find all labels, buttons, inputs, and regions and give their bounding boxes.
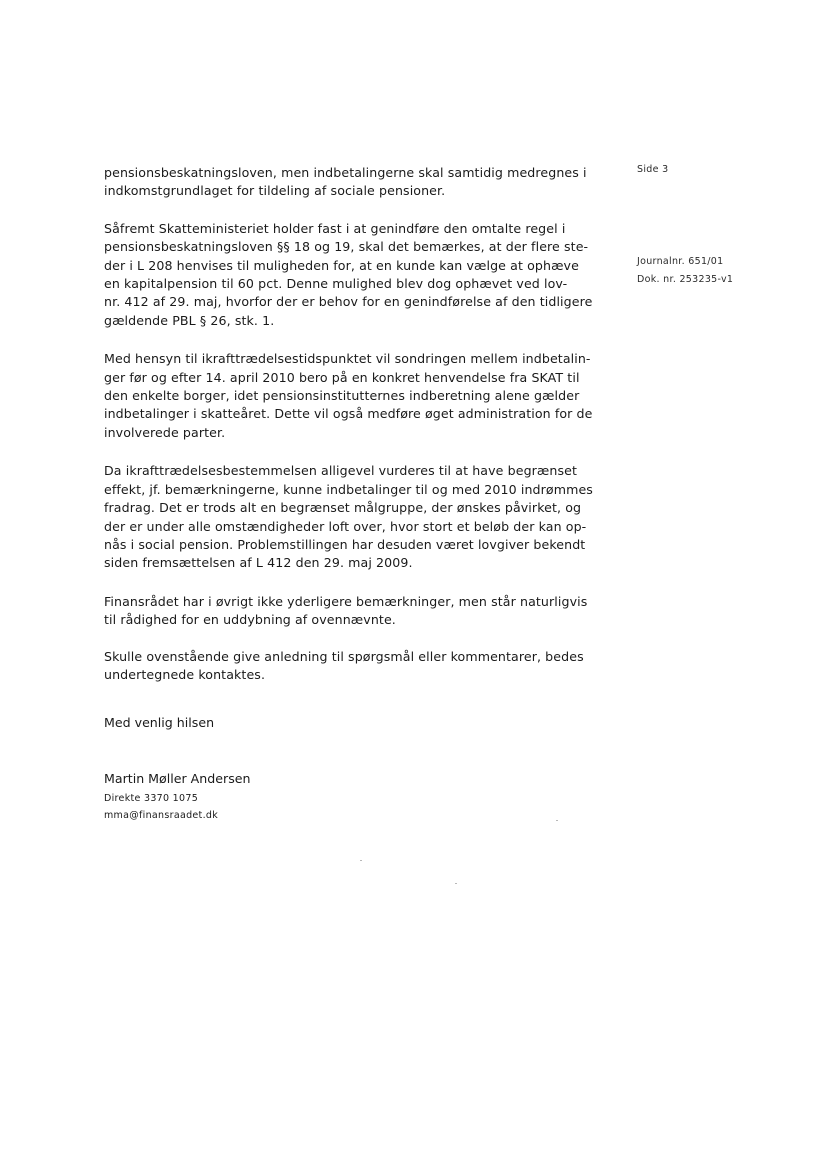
scan-speck (556, 820, 558, 821)
document-number: Dok. nr. 253235-v1 (637, 274, 734, 285)
paragraph-1 (104, 164, 604, 201)
text-line: nr. 412 af 29. maj, hvorfor der er behov for en genindførelse af den tidligere (104, 294, 593, 310)
text-line: undertegnede kontaktes. (104, 666, 266, 682)
text-line: til rådighed for en uddybning af ovennævnte. (104, 612, 396, 628)
text-line: effekt, jf. bemærkningerne, kunne indbetalinger til og med 2010 indrømmes (104, 481, 593, 497)
paragraph-4 (104, 462, 604, 572)
text-line: gældende PBL § 26, stk. 1. (104, 312, 275, 328)
text-line: involverede parter. (104, 424, 226, 440)
text-line: siden fremsættelsen af L 412 den 29. maj 2009. (104, 555, 413, 571)
text-line: den enkelte borger, idet pensionsinstitutternes indberetning alene gælder (104, 388, 580, 404)
text-line: indkomstgrundlaget for tildeling af sociale pensioner. (104, 183, 446, 199)
closing-greeting: Med venlig hilsen (104, 715, 215, 730)
text-line: fradrag. Det er trods alt en begrænset målgruppe, der ønskes påvirket, og (104, 500, 582, 516)
text-line: der er under alle omstændigheder loft over, hvor stort et beløb der kan op- (104, 518, 587, 534)
scan-speck (455, 883, 457, 884)
text-line: pensionsbeskatningsloven, men indbetalingerne skal samtidig medregnes i (104, 165, 587, 180)
text-line: ger før og efter 14. april 2010 bero på en konkret henvendelse fra SKAT til (104, 369, 580, 385)
text-line: pensionsbeskatningsloven §§ 18 og 19, skal det bemærkes, at der flere ste- (104, 239, 589, 255)
text-line: Med hensyn til ikrafttrædelsestidspunktet vil sondringen mellem indbetalin- (104, 351, 591, 367)
text-line: nås i social pension. Problemstillingen har desuden været lovgiver bekendt (104, 536, 586, 552)
text-line: Såfremt Skatteministeriet holder fast i at genindføre den omtalte regel i (104, 220, 566, 236)
letter-body (104, 164, 604, 684)
signer-phone: Direkte 3370 1075 (104, 793, 199, 804)
signer-name: Martin Møller Andersen (104, 771, 251, 786)
paragraph-6 (104, 648, 604, 685)
scan-speck (360, 860, 362, 861)
text-line: en kapitalpension til 60 pct. Denne mulighed blev dog ophævet ved lov- (104, 276, 568, 292)
page-number: Side 3 (637, 164, 669, 175)
journal-number: Journalnr. 651/01 (637, 256, 724, 267)
paragraph-5 (104, 593, 604, 630)
paragraph-2 (104, 220, 604, 330)
text-line: Da ikrafttrædelsesbestemmelsen alligevel vurderes til at have begrænset (104, 463, 578, 479)
text-line: der i L 208 henvises til muligheden for, at en kunde kan vælge at ophæve (104, 257, 579, 273)
text-line: indbetalinger i skatteåret. Dette vil også medføre øget administration for de (104, 406, 593, 422)
text-line: Skulle ovenstående give anledning til spørgsmål eller kommentarer, bedes (104, 648, 584, 664)
text-line: Finansrådet har i øvrigt ikke yderligere bemærkninger, men står naturligvis (104, 593, 588, 609)
signer-email: mma@finansraadet.dk (104, 810, 219, 821)
paragraph-3 (104, 350, 604, 442)
